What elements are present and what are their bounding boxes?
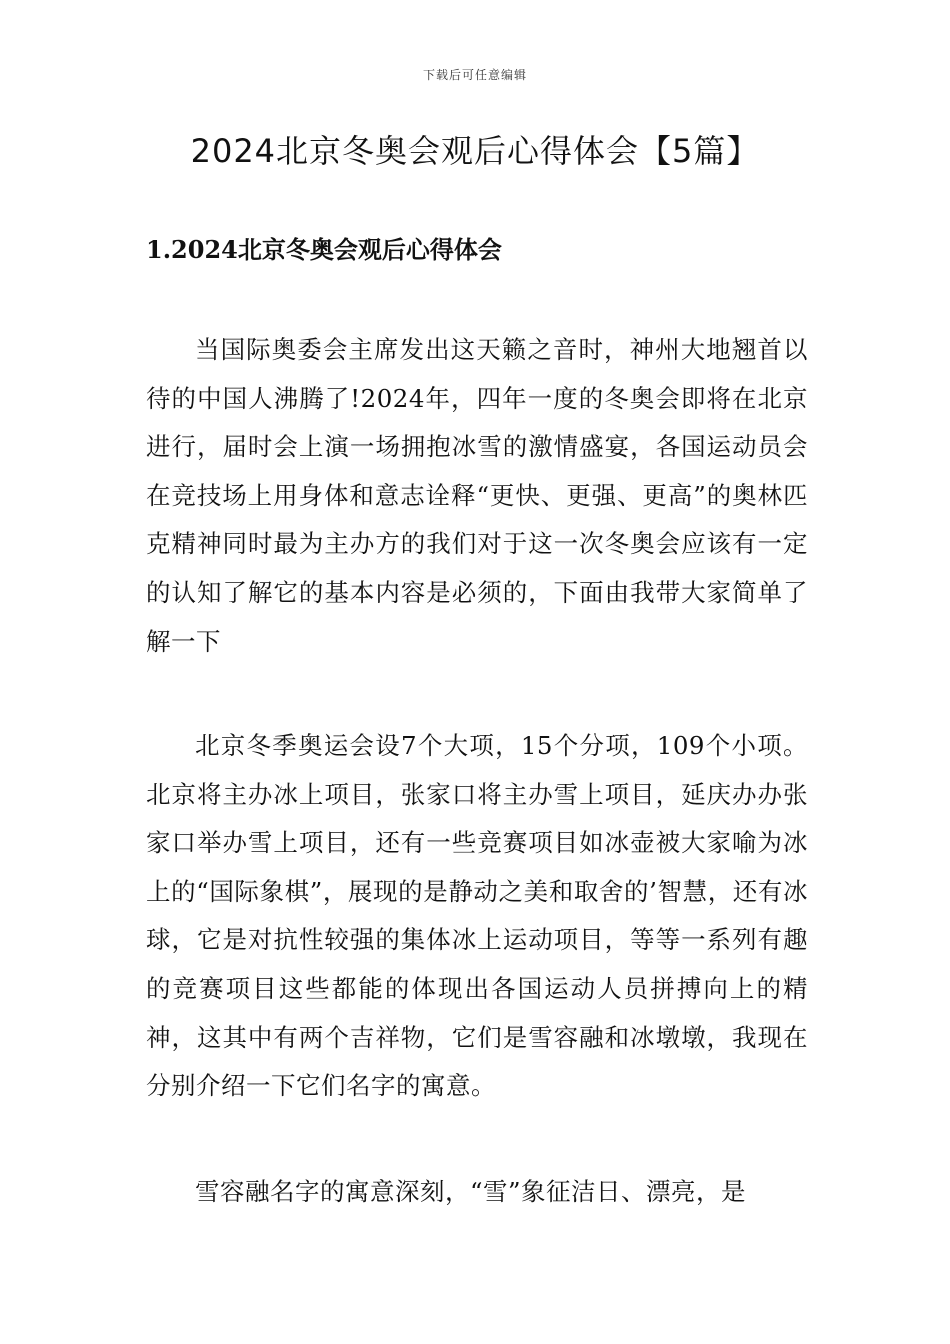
body-paragraph: 当国际奥委会主席发出这天籁之音时，神州大地翘首以待的中国人沸腾了!2024年，四年一度的冬奥会即将在北京进行，届时会上演一场拥抱冰雪的激情盛宴，各国运动员会在竞技场上用身体和意志诠释“更快、更强、更高”的奥林匹克精神同时最为主办方的我们对于这一次冬奥会应该有一定的认知了解它的基本内容是必须的，下面由我带大家简单了解一下 <box>146 335 808 656</box>
body-paragraph: 北京冬季奥运会设7个大项，15个分项，109个小项。北京将主办冰上项目，张家口将主办雪上项目，延庆办办张家口举办雪上项目，还有一些竞赛项目如冰壶被大家喻为冰上的“国际象棋”，展现的是静动之美和取舍的’智慧，还有冰球，它是对抗性较强的集体冰上运动项目，等等一系列有趣的竞赛项目这些都能的体现出各国运动人员拼搏向上的精神，这其中有两个吉祥物，它们是雪容融和冰墩墩，我现在分别介绍一下它们名字的寓意。 <box>146 731 808 1101</box>
document-title: 2024北京冬奥会观后心得体会【5篇】 <box>190 132 760 170</box>
section-heading: 1.2024北京冬奥会观后心得体会 <box>146 235 502 264</box>
body-paragraph: 雪容融名字的寓意深刻，“雪”象征洁日、漂亮，是 <box>195 1177 747 1206</box>
header-note: 下载后可任意编辑 <box>422 68 527 82</box>
